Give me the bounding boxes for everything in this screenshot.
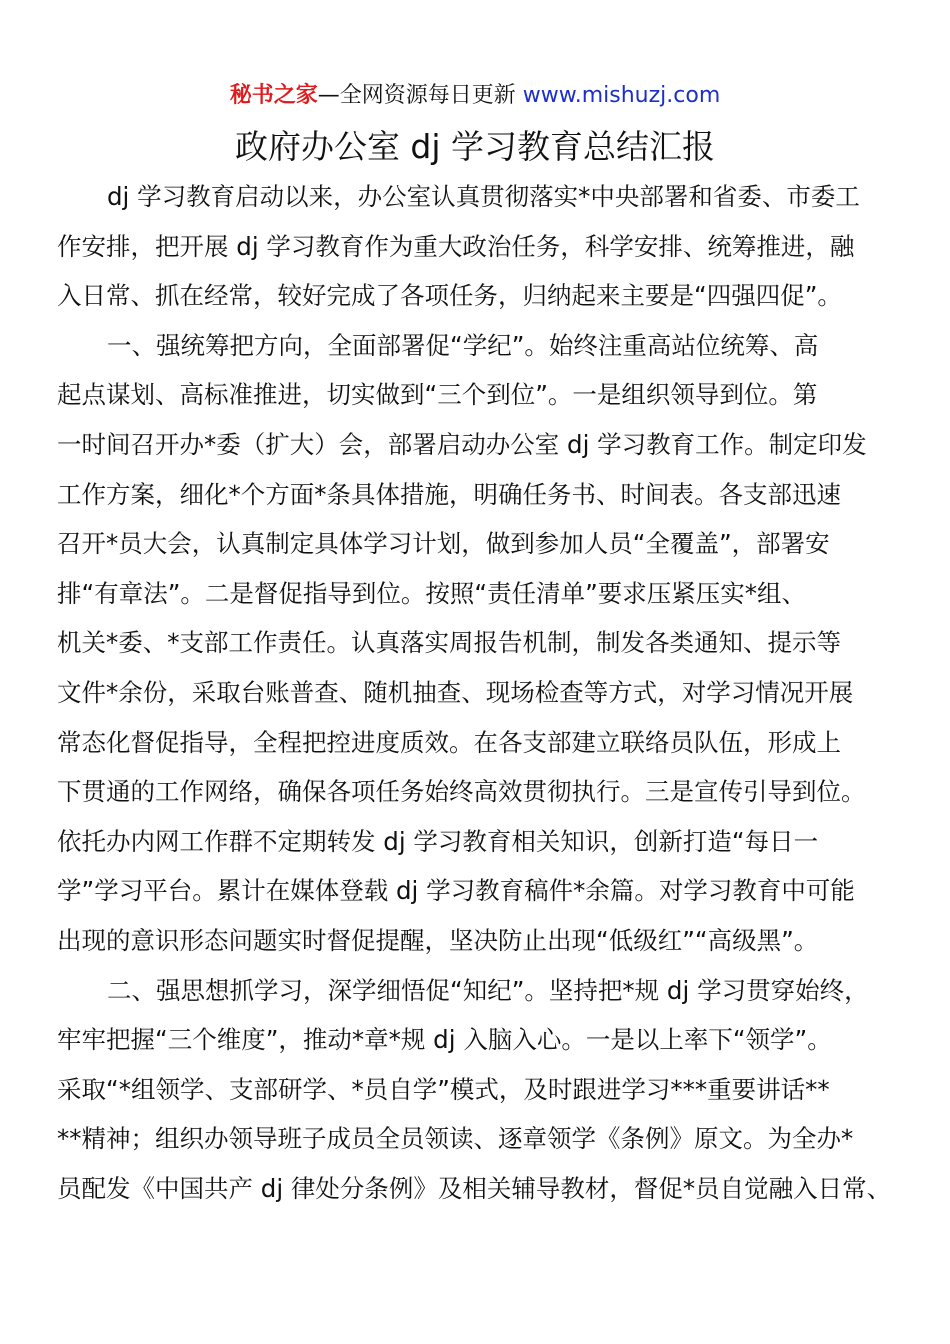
site-url-link[interactable]: www.mishuzj.com [522,83,721,108]
paragraph-line: **精神；组织办领导班子成员全员领读、逐章领学《条例》原文。为全办* [57,1124,854,1154]
paragraph-line: dj 学习教育启动以来，办公室认真贯彻落实*中央部署和省委、市委工 [107,182,860,211]
paragraph-line: 出现的意识形态问题实时督促提醒，坚决防止出现“低级红”“高级黑”。 [57,925,819,955]
document-body [57,172,907,1213]
paragraph-line: 员配发《中国共产 dj 律处分条例》及相关辅导教材，督促*员自觉融入日常、 [57,1173,892,1203]
section-heading-line: 二、强思想抓学习，深学细悟促“知纪”。坚持把*规 dj 学习贯穿始终， [107,975,869,1005]
paragraph-line: 入日常、抓在经常，较好完成了各项任务，归纳起来主要是“四强四促”。 [57,281,842,311]
paragraph-line: 常态化督促指导，全程把控进度质效。在各支部建立联络员队伍，形成上 [57,727,841,757]
document-title: 政府办公室 dj 学习教育总结汇报 [234,127,716,166]
paragraph-line: 牢牢把握“三个维度”，推动*章*规 dj 入脑入心。一是以上率下“领学”。 [57,1025,832,1055]
paragraph-line: 作安排，把开展 dj 学习教育作为重大政治任务，科学安排、统筹推进，融 [57,231,855,261]
paragraph-line: 排“有章法”。二是督促指导到位。按照“责任清单”要求压紧压实*组、 [57,578,807,608]
paragraph-line: 依托办内网工作群不定期转发 dj 学习教育相关知识，创新打造“每日一 [57,826,819,856]
paragraph-line: 文件*余份，采取台账普查、随机抽查、现场检查等方式，对学习情况开展 [57,677,854,707]
paragraph-line: 机关*委、*支部工作责任。认真落实周报告机制，制发各类通知、提示等 [57,628,841,658]
site-banner [0,80,950,112]
brand-name: 秘书之家 [229,83,318,108]
paragraph-line: 起点谋划、高标准推进，切实做到“三个到位”。一是组织领导到位。第 [57,380,818,410]
paragraph-line: 下贯通的工作网络，确保各项任务始终高效贯彻执行。三是宣传引导到位。 [57,777,866,807]
section-heading-line: 一、强统筹把方向，全面部署促“学纪”。始终注重高站位统筹、高 [107,330,819,360]
paragraph-line: 召开*员大会，认真制定具体学习计划，做到参加人员“全覆盖”，部署安 [57,529,830,559]
banner-tagline: —全网资源每日更新 [317,83,516,108]
paragraph-line: 采取“*组领学、支部研学、*员自学”模式，及时跟进学习***重要讲话** [57,1074,830,1104]
paragraph-line: 一时间召开办*委（扩大）会，部署启动办公室 dj 学习教育工作。制定印发 [57,429,867,459]
paragraph-line: 学”学习平台。累计在媒体登载 dj 学习教育稿件*余篇。对学习教育中可能 [57,876,855,906]
paragraph-line: 工作方案，细化*个方面*条具体措施，明确任务书、时间表。各支部迅速 [57,479,841,509]
